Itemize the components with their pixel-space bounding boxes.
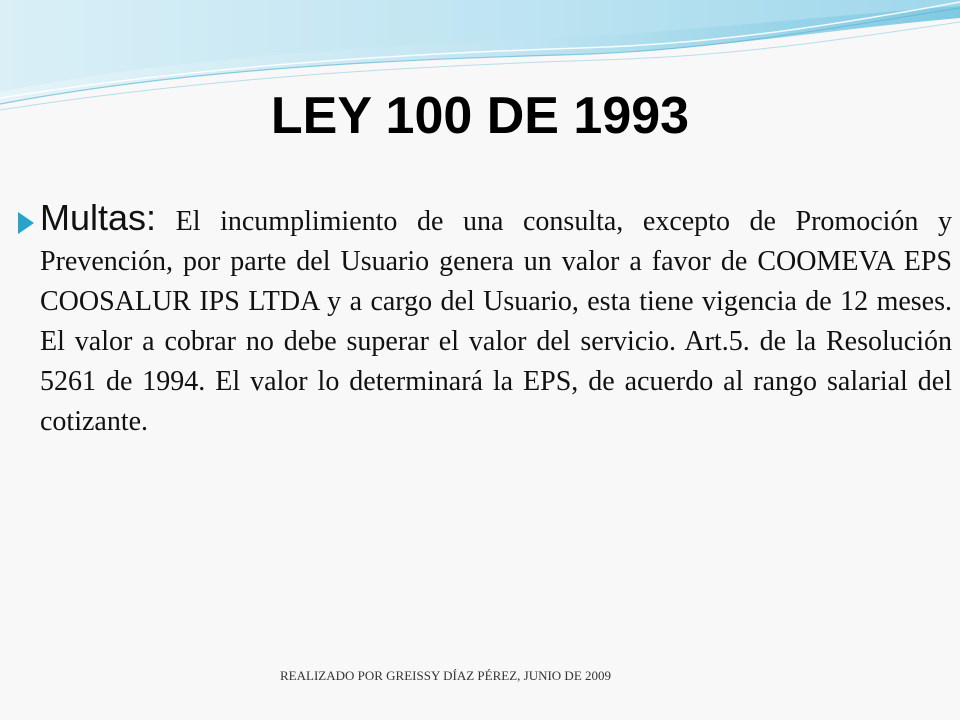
bullet-paragraph bbox=[40, 198, 952, 442]
bullet-text: El incumplimiento de una consulta, excepto de Promoción y Prevención, por parte del Usuario genera un valor a favor de COOMEVA EPS COOSALUR IPS LTDA y a cargo del Usuario, esta tiene vigencia de 12 meses. El valor a cobrar no debe superar el valor del servicio. Art.5. de la Resolución 5261 de 1994. El valor lo determinará la EPS, de acuerdo al rango salarial del cotizante. bbox=[40, 206, 952, 437]
arrow-bullet-icon bbox=[18, 212, 34, 234]
slide-title: LEY 100 DE 1993 bbox=[270, 87, 690, 145]
bullet-label: Multas: bbox=[40, 197, 157, 238]
bullet-item bbox=[18, 198, 952, 442]
footer-credit: REALIZADO POR GREISSY DÍAZ PÉREZ, JUNIO DE 2009 bbox=[280, 668, 612, 683]
content-area bbox=[18, 198, 952, 442]
